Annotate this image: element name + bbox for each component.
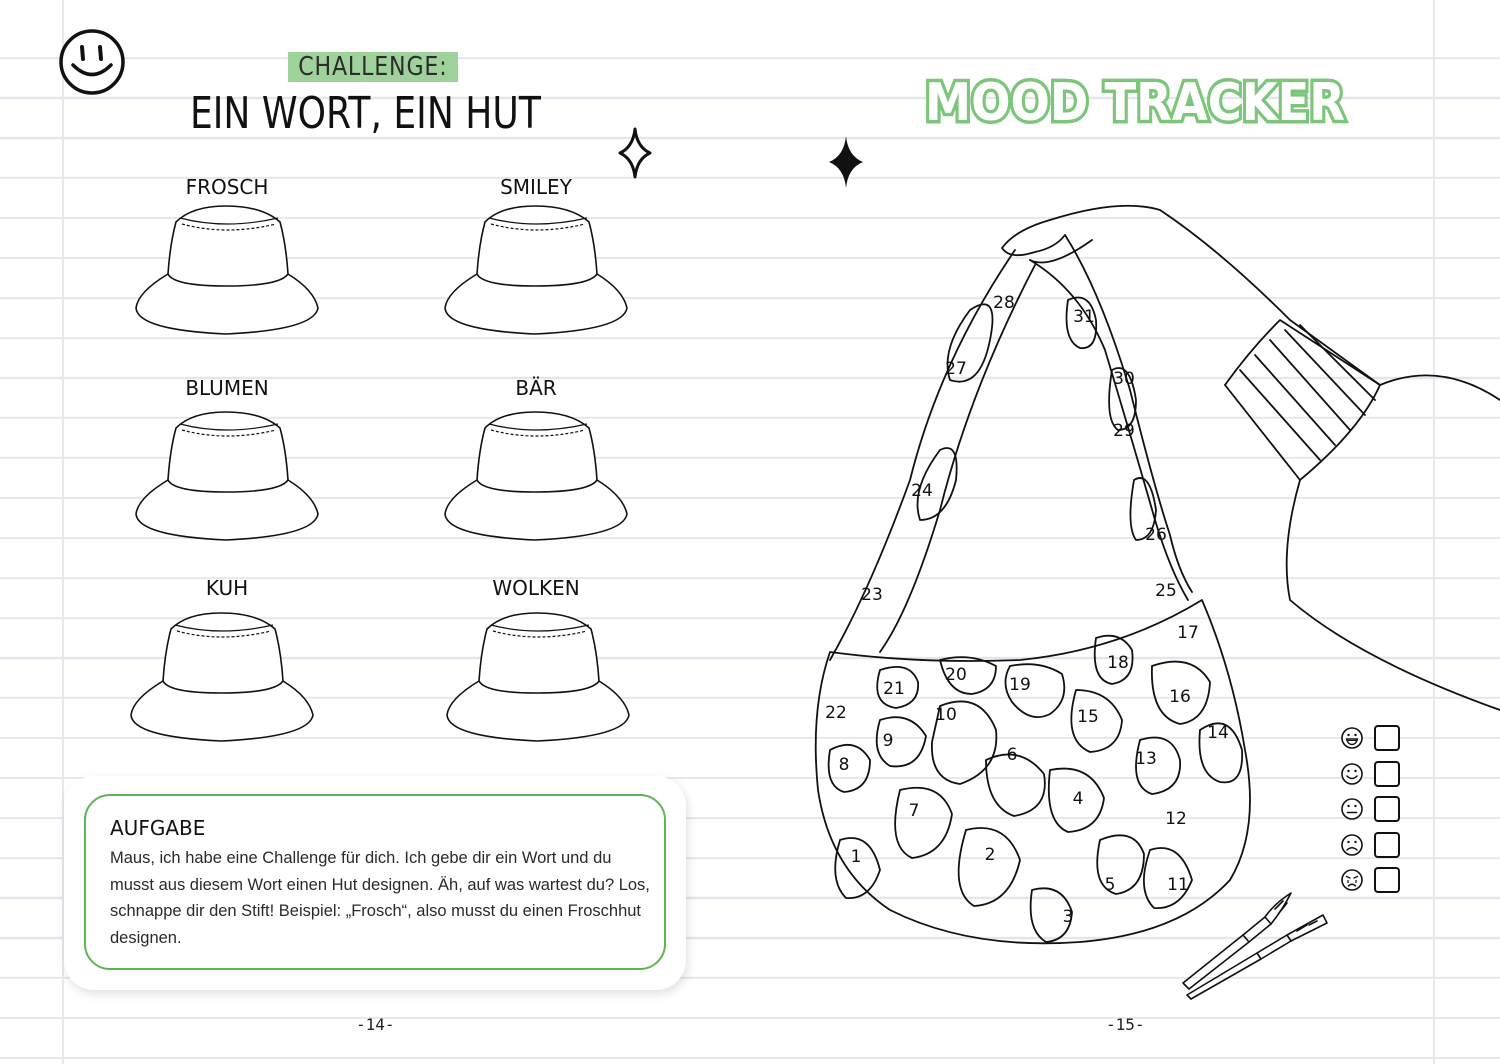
smiley-icon	[58, 28, 126, 96]
mood-row	[1340, 866, 1400, 894]
hat-label-kuh: KUH	[205, 576, 249, 600]
bucket-hat-drawing[interactable]	[439, 406, 631, 542]
bag-number: 26	[1145, 525, 1167, 545]
bag-number: 13	[1135, 749, 1157, 769]
bag-number: 20	[945, 665, 967, 685]
sparkle-filled-icon	[827, 135, 865, 189]
bag-number: 17	[1177, 623, 1199, 643]
hat-label-wolken: WOLKEN	[492, 576, 580, 600]
grinning-face-icon	[1340, 726, 1364, 750]
mood-row	[1340, 795, 1400, 823]
bag-number: 16	[1169, 687, 1191, 707]
bag-number: 8	[838, 755, 850, 775]
hat-label-baer: BÄR	[515, 376, 557, 400]
bucket-hat-drawing[interactable]	[439, 200, 631, 336]
bag-number: 4	[1072, 789, 1084, 809]
bag-number: 2	[984, 845, 996, 865]
hat-label-blumen: BLUMEN	[185, 376, 269, 400]
bucket-hat-drawing[interactable]	[130, 200, 322, 336]
bag-number: 28	[993, 293, 1015, 313]
mood-row	[1340, 831, 1400, 859]
bucket-hat-drawing[interactable]	[441, 607, 633, 743]
hat-label-frosch: FROSCH	[185, 175, 269, 199]
mood-checkbox[interactable]	[1374, 832, 1400, 858]
bag-number: 30	[1113, 369, 1135, 389]
mood-checkbox[interactable]	[1374, 867, 1400, 893]
mood-checkbox[interactable]	[1374, 796, 1400, 822]
bag-number: 21	[883, 679, 905, 699]
bag-number: 27	[945, 359, 967, 379]
mood-tracker-title	[915, 62, 1355, 142]
bag-number: 15	[1077, 707, 1099, 727]
task-card	[64, 776, 686, 990]
bag-number: 5	[1104, 875, 1116, 895]
bag-number: 9	[882, 731, 894, 751]
task-title: AUFGABE	[110, 816, 206, 840]
sad-face-icon	[1340, 833, 1364, 857]
mood-tracker-title-text: MOOD TRACKER	[925, 73, 1345, 133]
bag-number: 19	[1009, 675, 1031, 695]
paint-brushes-illustration	[1175, 885, 1335, 1000]
bag-number: 14	[1207, 723, 1229, 743]
mood-row	[1340, 724, 1400, 752]
bag-number: 29	[1113, 421, 1135, 441]
bag-number: 25	[1155, 581, 1177, 601]
bucket-hat-drawing[interactable]	[130, 406, 322, 542]
smiling-face-icon	[1340, 762, 1364, 786]
bag-number: 1	[850, 847, 862, 867]
crying-face-icon	[1340, 868, 1364, 892]
bag-number: 10	[935, 705, 957, 725]
neutral-face-icon	[1340, 797, 1364, 821]
bag-number: 23	[861, 585, 883, 605]
bag-number: 18	[1107, 653, 1129, 673]
mood-checkbox[interactable]	[1374, 761, 1400, 787]
bucket-hat-drawing[interactable]	[125, 607, 317, 743]
bag-number: 7	[908, 801, 920, 821]
mood-row	[1340, 760, 1400, 788]
mood-legend	[1340, 724, 1400, 894]
sparkle-outline-icon	[617, 127, 653, 179]
task-body: Maus, ich habe eine Challenge für dich. Ich gebe dir ein Wort und du musst aus diesem Wort einen Hut designen. Äh, auf was wartest du? Los, schnappe dir den Stift! Beispiel: „Frosch“, also musst du einen Froschhut designen.	[110, 849, 650, 948]
bag-number: 6	[1006, 745, 1018, 765]
challenge-tag: CHALLENGE:	[288, 52, 458, 82]
task-frame	[84, 794, 666, 970]
page-title: EIN WORT, EIN HUT	[190, 88, 541, 139]
bag-number: 22	[825, 703, 847, 723]
bag-number: 24	[911, 481, 933, 501]
bag-number: 12	[1165, 809, 1187, 829]
bag-number: 31	[1073, 307, 1095, 327]
page-number-left: -14-	[356, 1015, 395, 1034]
mood-checkbox[interactable]	[1374, 725, 1400, 751]
bag-number: 3	[1062, 907, 1074, 927]
bag-number: 11	[1167, 875, 1189, 895]
hat-label-smiley: SMILEY	[500, 175, 572, 199]
page-number-right: -15-	[1106, 1015, 1145, 1034]
